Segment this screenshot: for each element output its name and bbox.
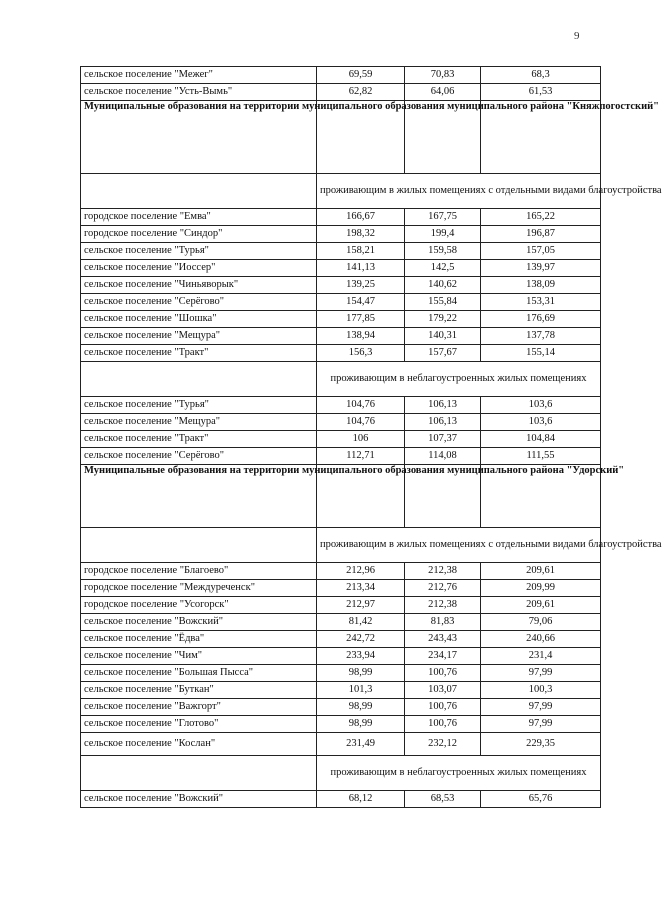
value-cell: 213,34 [317, 580, 405, 597]
value-cell: 114,08 [405, 448, 481, 465]
table-row [81, 294, 601, 311]
table-row [81, 791, 601, 808]
value-cell: 62,82 [317, 84, 405, 101]
value-cell: 153,31 [481, 294, 601, 311]
settlement-name: сельское поселение "Турья" [81, 243, 317, 260]
settlement-name: сельское поселение "Тракт" [81, 431, 317, 448]
value-cell: 139,97 [481, 260, 601, 277]
value-cell: 79,06 [481, 614, 601, 631]
value-cell: 100,76 [405, 716, 481, 733]
table-row [81, 733, 601, 756]
settlement-name: сельское поселение "Шошка" [81, 311, 317, 328]
value-cell: 242,72 [317, 631, 405, 648]
value-cell: 139,25 [317, 277, 405, 294]
settlement-name: городское поселение "Благоево" [81, 563, 317, 580]
section-header-row [81, 465, 601, 528]
value-cell: 158,21 [317, 243, 405, 260]
table-row [81, 243, 601, 260]
settlement-name: сельское поселение "Вожский" [81, 614, 317, 631]
value-cell: 159,58 [405, 243, 481, 260]
value-cell: 155,84 [405, 294, 481, 311]
group-subheader: проживающим в неблагоустроенных жилых помещениях [317, 362, 601, 397]
value-cell: 212,38 [405, 597, 481, 614]
settlement-name: сельское поселение "Серёгово" [81, 448, 317, 465]
value-cell: 167,75 [405, 209, 481, 226]
value-cell: 157,05 [481, 243, 601, 260]
settlement-name: сельское поселение "Иоссер" [81, 260, 317, 277]
settlement-name: сельское поселение "Тракт" [81, 345, 317, 362]
value-cell: 106,13 [405, 414, 481, 431]
value-cell: 97,99 [481, 699, 601, 716]
subheader-row [81, 528, 601, 563]
value-cell: 212,97 [317, 597, 405, 614]
value-cell: 209,61 [481, 563, 601, 580]
value-cell: 234,17 [405, 648, 481, 665]
value-cell: 156,3 [317, 345, 405, 362]
value-cell: 104,76 [317, 397, 405, 414]
value-cell: 232,12 [405, 733, 481, 756]
value-cell: 141,13 [317, 260, 405, 277]
value-cell: 243,43 [405, 631, 481, 648]
table-row [81, 716, 601, 733]
value-cell: 165,22 [481, 209, 601, 226]
table-row [81, 431, 601, 448]
settlement-name: сельское поселение "Усть-Вымь" [81, 84, 317, 101]
section-header-row [81, 101, 601, 174]
settlement-name: сельское поселение "Большая Пысса" [81, 665, 317, 682]
value-cell: 70,83 [405, 67, 481, 84]
settlement-name: сельское поселение "Чим" [81, 648, 317, 665]
value-cell: 81,83 [405, 614, 481, 631]
value-cell: 111,55 [481, 448, 601, 465]
table-row [81, 614, 601, 631]
page-number: 9 [574, 30, 580, 42]
value-cell: 240,66 [481, 631, 601, 648]
table-row [81, 580, 601, 597]
settlement-name: городское поселение "Междуреченск" [81, 580, 317, 597]
settlement-name: сельское поселение "Межег" [81, 67, 317, 84]
settlement-name: сельское поселение "Кослан" [81, 733, 317, 756]
table-row [81, 397, 601, 414]
table-row [81, 665, 601, 682]
value-cell: 98,99 [317, 716, 405, 733]
value-cell: 212,76 [405, 580, 481, 597]
settlement-name: городское поселение "Усогорск" [81, 597, 317, 614]
value-cell: 138,09 [481, 277, 601, 294]
value-cell: 212,96 [317, 563, 405, 580]
settlement-name: городское поселение "Емва" [81, 209, 317, 226]
value-cell: 106,13 [405, 397, 481, 414]
settlement-name: сельское поселение "Серёгово" [81, 294, 317, 311]
section-title: Муниципальные образования на территории муниципального образования муниципального района "Княжпогостский" [81, 101, 317, 174]
value-cell: 104,76 [317, 414, 405, 431]
value-cell: 68,12 [317, 791, 405, 808]
value-cell: 229,35 [481, 733, 601, 756]
value-cell: 107,37 [405, 431, 481, 448]
value-cell: 68,53 [405, 791, 481, 808]
table-row [81, 277, 601, 294]
table-row [81, 345, 601, 362]
value-cell: 199,4 [405, 226, 481, 243]
settlement-name: сельское поселение "Чиньяворык" [81, 277, 317, 294]
section-title: Муниципальные образования на территории муниципального образования муниципального района "Удорский" [81, 465, 317, 528]
value-cell: 97,99 [481, 665, 601, 682]
value-cell: 138,94 [317, 328, 405, 345]
value-cell: 231,4 [481, 648, 601, 665]
value-cell: 103,07 [405, 682, 481, 699]
table-row [81, 563, 601, 580]
value-cell: 64,06 [405, 84, 481, 101]
value-cell: 154,47 [317, 294, 405, 311]
value-cell: 65,76 [481, 791, 601, 808]
table-row [81, 448, 601, 465]
settlement-name: сельское поселение "Важгорт" [81, 699, 317, 716]
value-cell: 100,76 [405, 699, 481, 716]
table-row [81, 84, 601, 101]
value-cell: 179,22 [405, 311, 481, 328]
settlement-name: сельское поселение "Вожский" [81, 791, 317, 808]
value-cell: 142,5 [405, 260, 481, 277]
subheader-row [81, 362, 601, 397]
settlement-name: сельское поселение "Турья" [81, 397, 317, 414]
value-cell: 81,42 [317, 614, 405, 631]
value-cell: 106 [317, 431, 405, 448]
value-cell: 98,99 [317, 665, 405, 682]
table-row [81, 67, 601, 84]
value-cell: 231,49 [317, 733, 405, 756]
value-cell: 97,99 [481, 716, 601, 733]
table-row [81, 699, 601, 716]
value-cell: 69,59 [317, 67, 405, 84]
value-cell: 140,62 [405, 277, 481, 294]
group-subheader: проживающим в жилых помещениях с отдельными видами благоустройства [317, 528, 601, 563]
subheader-row [81, 174, 601, 209]
table-row [81, 311, 601, 328]
settlement-name: сельское поселение "Буткан" [81, 682, 317, 699]
settlement-name: городское поселение "Синдор" [81, 226, 317, 243]
value-cell: 209,99 [481, 580, 601, 597]
settlement-name: сельское поселение "Глотово" [81, 716, 317, 733]
value-cell: 155,14 [481, 345, 601, 362]
table-row [81, 631, 601, 648]
group-subheader: проживающим в неблагоустроенных жилых помещениях [317, 756, 601, 791]
value-cell: 196,87 [481, 226, 601, 243]
value-cell: 209,61 [481, 597, 601, 614]
value-cell: 212,38 [405, 563, 481, 580]
value-cell: 61,53 [481, 84, 601, 101]
value-cell: 177,85 [317, 311, 405, 328]
value-cell: 68,3 [481, 67, 601, 84]
value-cell: 176,69 [481, 311, 601, 328]
settlement-name: сельское поселение "Мещура" [81, 328, 317, 345]
value-cell: 166,67 [317, 209, 405, 226]
value-cell: 100,76 [405, 665, 481, 682]
value-cell: 112,71 [317, 448, 405, 465]
table-row [81, 260, 601, 277]
table-row [81, 682, 601, 699]
tariff-table [80, 66, 662, 808]
value-cell: 157,67 [405, 345, 481, 362]
settlement-name: сельское поселение "Ёдва" [81, 631, 317, 648]
value-cell: 103,6 [481, 414, 601, 431]
value-cell: 140,31 [405, 328, 481, 345]
value-cell: 198,32 [317, 226, 405, 243]
value-cell: 100,3 [481, 682, 601, 699]
table-row [81, 597, 601, 614]
table-row [81, 648, 601, 665]
table-row [81, 414, 601, 431]
value-cell: 98,99 [317, 699, 405, 716]
value-cell: 101,3 [317, 682, 405, 699]
settlement-name: сельское поселение "Мещура" [81, 414, 317, 431]
value-cell: 104,84 [481, 431, 601, 448]
table-row [81, 226, 601, 243]
group-subheader: проживающим в жилых помещениях с отдельными видами благоустройства [317, 174, 601, 209]
value-cell: 103,6 [481, 397, 601, 414]
value-cell: 137,78 [481, 328, 601, 345]
table-row [81, 209, 601, 226]
value-cell: 233,94 [317, 648, 405, 665]
subheader-row [81, 756, 601, 791]
table-row [81, 328, 601, 345]
